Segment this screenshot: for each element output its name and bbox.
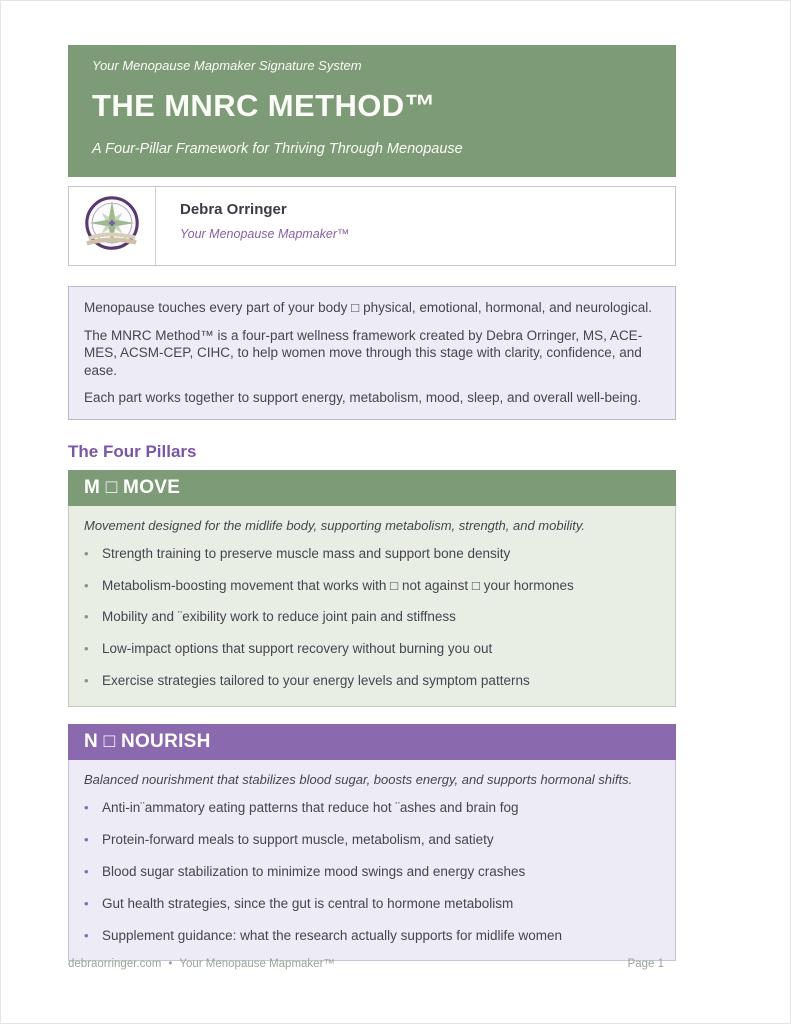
list-item — [84, 609, 660, 626]
page-footer — [68, 958, 676, 970]
bullet-marker: • — [84, 863, 89, 879]
bullet-text: Anti-in¨ammatory eating patterns that reduce hot ¨ashes and brain fog — [102, 800, 519, 816]
pillar-move-header: M □ MOVE — [68, 470, 676, 506]
bullet-text: Protein-forward meals to support muscle, metabolism, and satiety — [102, 831, 494, 847]
intro-paragraph: Menopause touches every part of your body □ physical, emotional, hormonal, and neurological. — [84, 300, 652, 315]
bullet-marker: • — [84, 673, 89, 689]
author-role: Your Menopause Mapmaker™ — [180, 227, 350, 241]
page-title: THE MNRC METHOD™ — [92, 88, 436, 123]
bullet-marker: • — [84, 831, 89, 847]
list-item — [84, 896, 660, 913]
bullet-text: Strength training to preserve muscle mass and support bone density — [102, 545, 511, 561]
bullet-marker: • — [84, 577, 89, 593]
pillar-nourish-header: N □ NOURISH — [68, 724, 676, 760]
list-item — [84, 578, 660, 595]
title-banner — [68, 45, 676, 177]
bullet-marker: • — [84, 800, 89, 816]
bullet-marker: • — [84, 609, 89, 625]
pillar-move-bullet-list — [84, 546, 660, 690]
bullet-text: Blood sugar stabilization to minimize mood swings and energy crashes — [102, 863, 526, 879]
pillar-nourish-bullet-list — [84, 800, 660, 944]
banner-tagline: Your Menopause Mapmaker Signature System — [92, 58, 362, 73]
banner-subtitle: A Four-Pillar Framework for Thriving Through Menopause — [92, 141, 463, 157]
author-info — [156, 187, 350, 265]
compass-rose-logo-icon — [81, 193, 143, 260]
pillar-nourish-body — [68, 760, 676, 961]
bullet-text: Mobility and ¨exibility work to reduce joint pain and stiffness — [102, 609, 456, 625]
list-item — [84, 928, 660, 945]
footer-left — [68, 958, 335, 970]
pillar-move-body — [68, 506, 676, 707]
list-item — [84, 641, 660, 658]
author-name: Debra Orringer — [180, 201, 287, 218]
pillar-nourish-subtitle: Balanced nourishment that stabilizes blood sugar, boosts energy, and supports hormonal shifts. — [84, 772, 633, 788]
bullet-marker: • — [84, 895, 89, 911]
intro-paragraph: Each part works together to support energy, metabolism, mood, sleep, and overall well-being. — [84, 390, 642, 406]
bullet-text: Low-impact options that support recovery without burning you out — [102, 641, 493, 657]
footer-brand: Your Menopause Mapmaker™ — [179, 958, 335, 970]
bullet-marker: • — [84, 545, 89, 561]
intro-box — [68, 286, 676, 420]
list-item — [84, 546, 660, 563]
bullet-text: Exercise strategies tailored to your energy levels and symptom patterns — [102, 673, 530, 689]
bullet-marker: • — [84, 927, 89, 943]
footer-separator: • — [168, 958, 173, 970]
list-item — [84, 673, 660, 690]
footer-site: debraorringer.com — [68, 958, 162, 970]
list-item — [84, 800, 660, 817]
pillar-move-subtitle: Movement designed for the midlife body, supporting metabolism, strength, and mobility. — [84, 517, 585, 533]
bullet-text: Gut health strategies, since the gut is central to hormone metabolism — [102, 895, 514, 911]
pillar-section-nourish — [68, 724, 676, 961]
bullet-text: Supplement guidance: what the research actually supports for midlife women — [102, 927, 562, 943]
list-item — [84, 864, 660, 881]
author-card — [68, 186, 676, 266]
four-pillars-heading: The Four Pillars — [68, 441, 197, 461]
bullet-marker: • — [84, 641, 89, 657]
logo-cell — [69, 187, 156, 265]
page-number: Page 1 — [627, 958, 664, 970]
intro-paragraph: The MNRC Method™ is a four-part wellness framework created by Debra Orringer, MS, ACE-MES, ACSM-CEP, CIHC, to help women move through this stage with clarity, confidence, and ease. — [84, 327, 643, 378]
bullet-text: Metabolism-boosting movement that works with □ not against □ your hormones — [102, 577, 574, 593]
list-item — [84, 832, 660, 849]
pillar-section-move — [68, 470, 676, 707]
